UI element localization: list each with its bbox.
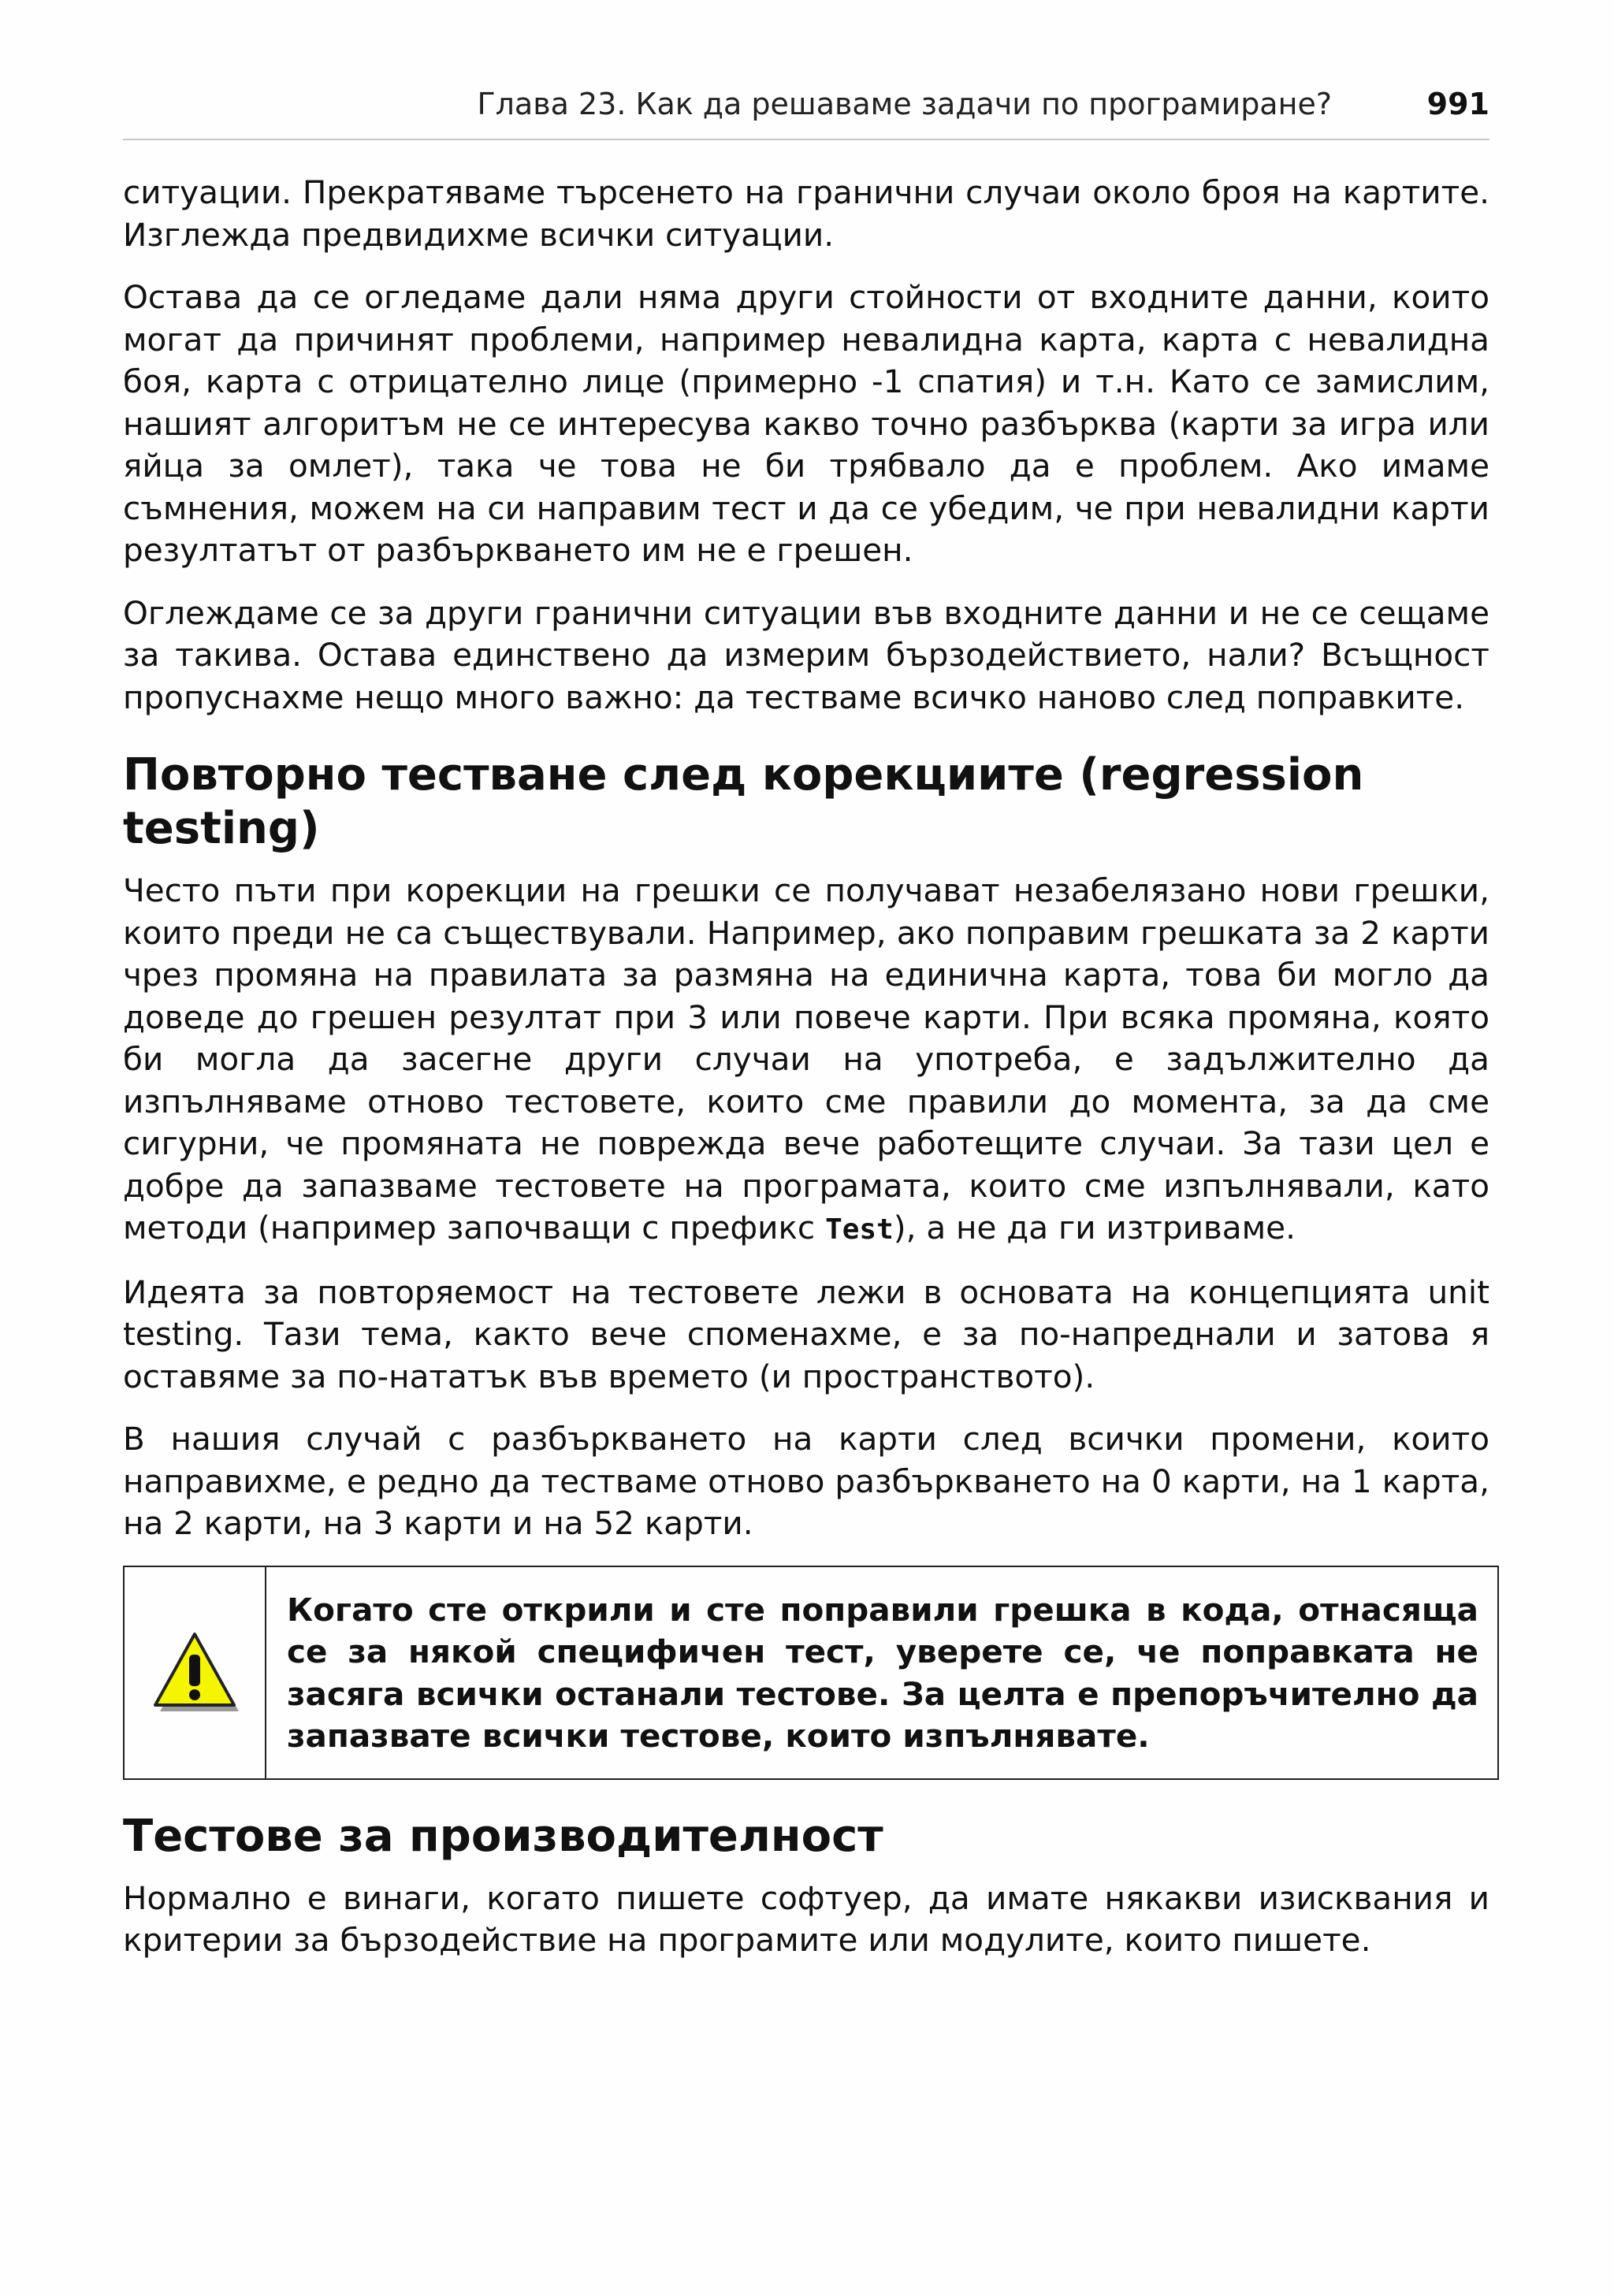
page-number: 991 [1426,87,1489,121]
warning-text: Когато сте открили и сте поправили грешка в кода, отнасяща се за някой специфичен тест, уверете се, че поправката не засяга всички останали тестове. За целта е препоръчително да запазвате всички тестове, които изпълнявате. [287,1590,1478,1755]
chapter-title: Глава 23. Как да решаваме задачи по програмиране? [477,87,1332,121]
header-divider [123,139,1489,140]
paragraph-regression-intro [123,870,1489,1251]
warning-box [123,1566,1499,1780]
warning-icon-cell [125,1567,266,1778]
page-header [123,85,1489,123]
paragraph-invalid-input: Остава да се огледаме дали няма други стойности от входните данни, които могат да причинят проблеми, например невалидна карта, карта с невалидна боя, карта с отрицателно лице (примерно -1 спатия) и т.н. Като се замислим, нашият алгоритъм не се интересува какво точно разбърква (карти за игра или яйца за омлет), така че това не би трябвало да е проблем. Ако имаме съмнения, можем на си направим тест и да се убедим, че при невалидни карти резултатът от разбъркването им не е грешен. [123,278,1489,569]
warning-triangle-icon [147,1629,242,1716]
inline-code-test-prefix: Test [825,1213,894,1246]
paragraph-card-shuffle-retest: В нашия случай с разбъркването на карти след всички промени, които направихме, е редно да тестваме отново разбъркването на 0 карти, на 1 карта, на 2 карти, на 3 карти и на 52 карти. [123,1420,1489,1542]
paragraph-performance-intro: Нормално е винаги, когато пишете софтуер, да имате някакви изисквания и критерии за бързодействие на програмите или модулите, които пишете. [123,1878,1489,1959]
page-content [123,172,1489,1982]
regression-text-after-code: ), а не да ги изтриваме. [893,1209,1296,1246]
section-heading-performance: Тестове за производителност [123,1810,883,1862]
regression-text-before-code: Често пъти при корекции на грешки се получават незабелязано нови грешки, които преди не са съществували. Например, ако поправим грешката за 2 карти чрез промяна на правилата за размяна на единична карта, това би могло да доведе до грешен резултат при 3 или повече карти. При всяка промяна, която би могла да засегне други случаи на употреба, е задължително да изпълняваме отново тестовете, които сме правили до момента, за да сме сигурни, че промяната не поврежда вече работещите случаи. За тази цел е добре да запазваме тестовете на програмата, които сме изпълнявали, като методи (например започващи с префикс [123,871,1489,1246]
section-heading-regression: Повторно тестване след корекциите (regression testing) [123,749,1364,854]
paragraph-other-boundaries: Оглеждаме се за други гранични ситуации във входните данни и не се сещаме за такива. Остава единствено да измерим бързодействието, нали? Всъщност пропуснахме нещо много важно: да тестваме всичко наново след поправките. [123,593,1489,716]
paragraph-unit-testing: Идеята за повторяемост на тестовете лежи в основата на концепцията unit testing. Тази тема, както вече споменахме, е за по-напреднали и затова я оставяме за по-нататък във времето (и пространството). [123,1272,1489,1395]
paragraph-continuation: ситуации. Прекратяваме търсенето на гранични случаи около броя на картите. Изглежда предвидихме всички ситуации. [123,173,1489,254]
